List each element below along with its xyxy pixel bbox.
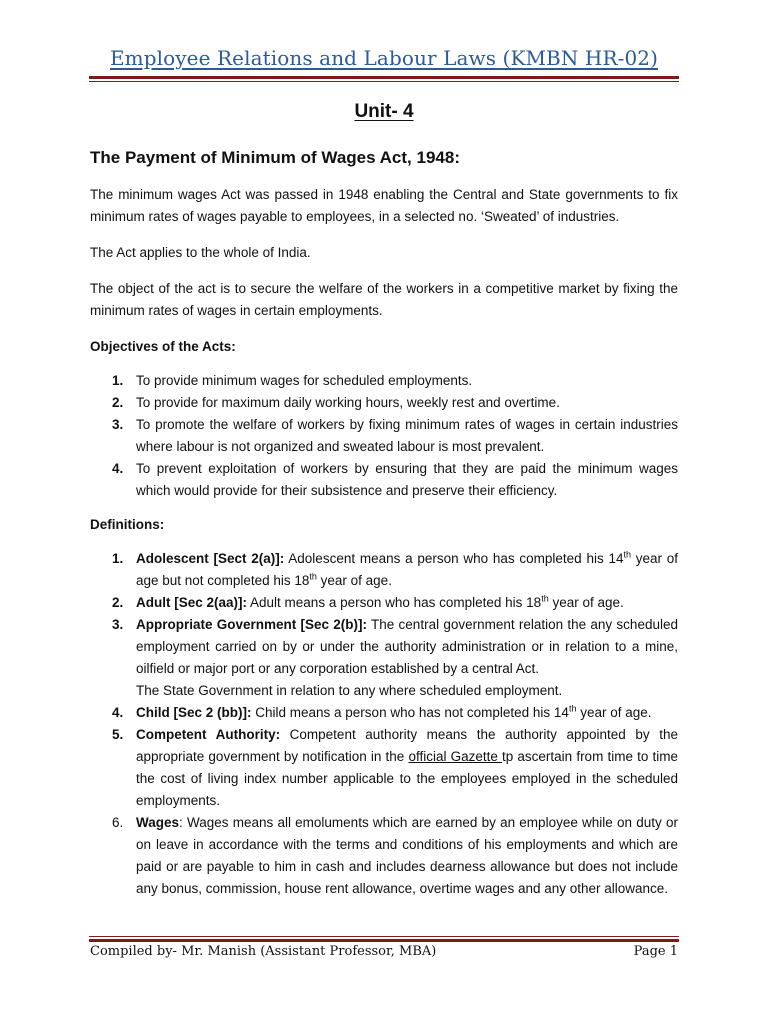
list-number: 4.: [112, 461, 124, 476]
definition-text: year of age.: [548, 595, 624, 610]
list-text: To provide for maximum daily working hours, weekly rest and overtime.: [136, 395, 560, 410]
definition-text: year of age but not completed his 18: [136, 551, 679, 588]
definition-item: [90, 548, 678, 592]
definition-text: The State Government in relation to any where scheduled employment.: [136, 683, 563, 698]
list-text: To provide minimum wages for scheduled employments.: [136, 373, 473, 388]
list-item: [90, 414, 678, 458]
definition-term: Appropriate Government [Sec 2(b)]:: [136, 617, 368, 632]
definition-item: [90, 812, 678, 900]
intro-paragraph: The minimum wages Act was passed in 1948 enabling the Central and State governments to fix minimum rates of wages payable to employees, in a selected no. ‘Sweated’ of industries.: [90, 187, 678, 224]
list-number: 4.: [112, 705, 124, 720]
definition-text: tp ascertain from time to time the cost of living index number applicable to the employees employed in the scheduled employments.: [136, 749, 678, 808]
definition-text: Adult means a person who has completed his 18: [247, 595, 542, 610]
list-item: [90, 392, 678, 414]
definition-item: [90, 702, 678, 724]
list-number: 2.: [112, 395, 124, 410]
definition-term: Wages: [136, 815, 180, 830]
act-title: The Payment of Minimum of Wages Act, 1948:: [90, 148, 460, 167]
footer-page-number: Page 1: [633, 944, 678, 959]
definition-term: Child [Sec 2 (bb)]:: [136, 705, 252, 720]
definitions-list: [90, 548, 678, 900]
official-gazette-link[interactable]: official Gazette: [408, 749, 503, 764]
list-number: 2.: [112, 595, 124, 610]
list-number: 1.: [112, 551, 124, 566]
list-text: To promote the welfare of workers by fixing minimum rates of wages in certain industries where labour is not organized and sweated labour is most prevalent.: [136, 417, 678, 454]
definition-text: year of age.: [576, 705, 652, 720]
definition-term: Adolescent [Sect 2(a)]:: [136, 551, 285, 566]
list-number: 3.: [112, 417, 124, 432]
definition-item: [90, 724, 678, 812]
definition-text: year of age.: [316, 573, 392, 588]
intro-paragraph: The object of the act is to secure the welfare of the workers in a competitive market by fixing the minimum rates of wages in certain employments.: [90, 281, 678, 318]
list-number: 1.: [112, 373, 124, 388]
header-rule-thin: [89, 81, 679, 82]
superscript: th: [623, 549, 631, 560]
list-number: 3.: [112, 617, 124, 632]
superscript: th: [309, 571, 317, 582]
definition-text: The central government relation the any scheduled employment carried on by or under the authority administration or in relation to a mine, oilfield or major port or any corporation established by a central Act.: [136, 617, 678, 676]
unit-title: Unit- 4: [354, 101, 414, 122]
definition-term: Adult [Sec 2(aa)]:: [136, 595, 248, 610]
intro-paragraph: The Act applies to the whole of India.: [90, 245, 311, 260]
list-item: [90, 458, 678, 502]
footer-compiled-by: Compiled by- Mr. Manish (Assistant Professor, MBA): [90, 944, 437, 959]
definition-item: [90, 592, 678, 614]
definition-term: Competent Authority:: [136, 727, 281, 742]
definition-text: Competent authority means the authority appointed by the appropriate government by notification in the: [136, 727, 678, 764]
document-body: [90, 184, 678, 912]
definition-text: : Wages means all emoluments which are earned by an employee while on duty or on leave in accordance with the terms and conditions of his employments and which are paid or are payable to him in cash and includes dearness allowance but does not include any bonus, commission, house rent allowance, overtime wages and any other allowance.: [136, 815, 678, 896]
definition-text: Adolescent means a person who has completed his 14: [284, 551, 624, 566]
objectives-heading: Objectives of the Acts:: [90, 339, 236, 354]
superscript: th: [568, 703, 577, 714]
header-rule-thick: [89, 76, 679, 79]
footer-rule-thin: [89, 936, 679, 937]
footer-rule-thick: [89, 939, 679, 942]
definition-text: Child means a person who has not completed his 14: [251, 705, 569, 720]
superscript: th: [541, 593, 549, 604]
list-number: 6.: [112, 815, 124, 830]
definition-item: [90, 614, 678, 702]
definitions-heading: Definitions:: [90, 517, 165, 532]
list-item: [90, 370, 678, 392]
objectives-list: [90, 370, 678, 502]
header-title: Employee Relations and Labour Laws (KMBN HR-02): [109, 46, 659, 70]
list-number: 5.: [112, 727, 124, 742]
list-text: To prevent exploitation of workers by ensuring that they are paid the minimum wages which would provide for their subsistence and preserve their efficiency.: [136, 461, 678, 498]
